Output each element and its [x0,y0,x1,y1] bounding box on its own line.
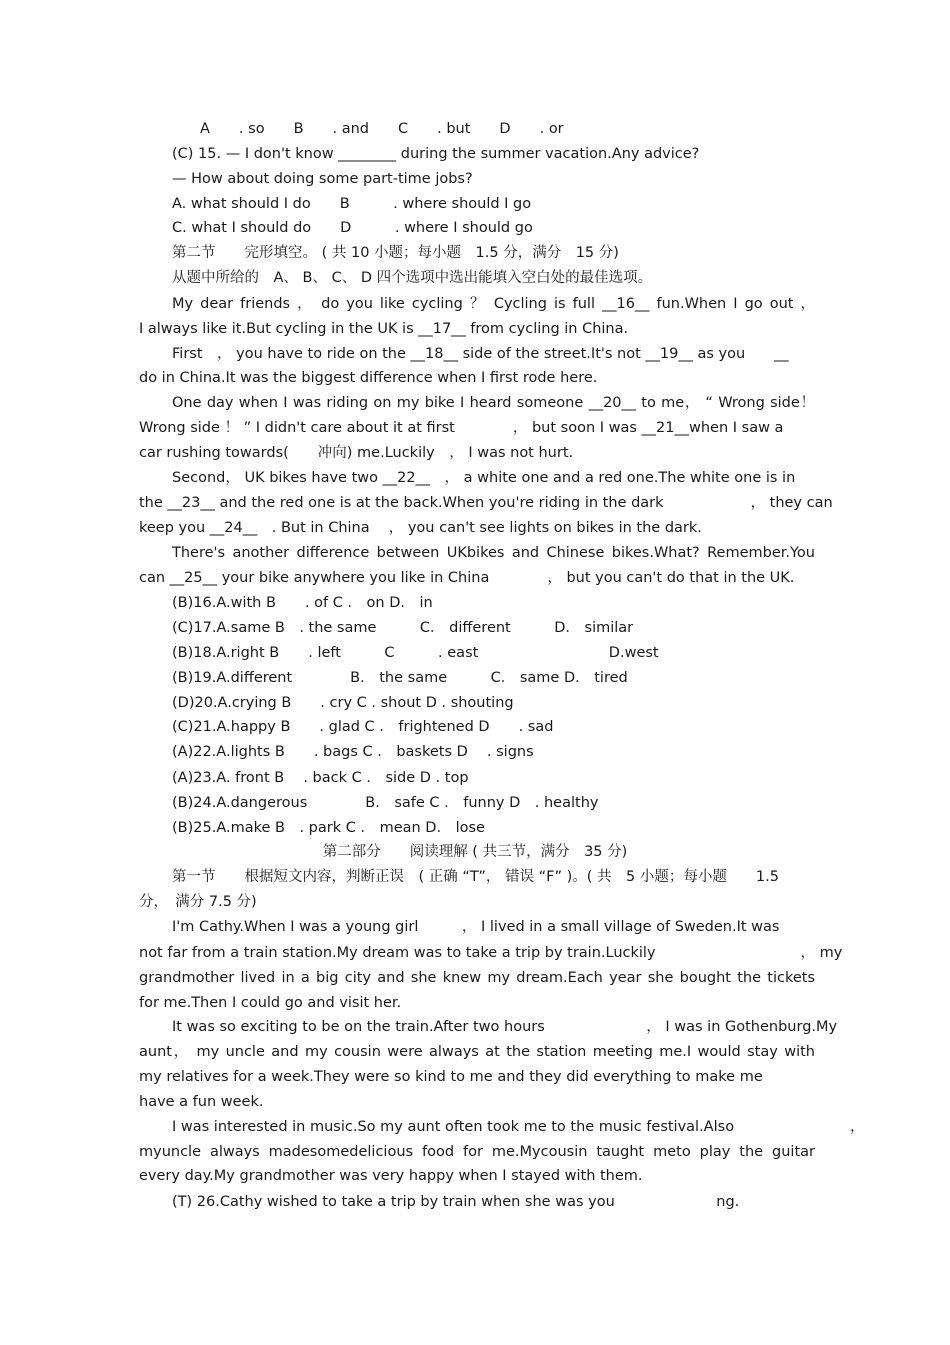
cloze-passage-line: do in China.It was the biggest difference when I first rode here. [139,370,598,386]
cloze-passage-line: First ， you have to ride on the __18__ side of the street.It's not __19__ as you __ [172,346,789,362]
cloze-passage-line: There's another difference between UKbikes and Chinese bikes.What? Remember.You [172,545,815,561]
reading-passage-line: have a fun week. [139,1094,264,1110]
reading-passage-line: my relatives for a week.They were so kind to me and they did everything to make me [139,1069,763,1085]
cloze-passage-line: car rushing towards( 冲向) me.Luckily ， I was not hurt. [139,445,574,461]
section2-instruction: 从题中所给的 A、 B、 C、 D 四个选项中选出能填入空白处的最佳选项。 [172,270,653,286]
reading-passage-line: grandmother lived in a big city and she knew my dream.Each year she bought the tickets [139,970,815,986]
cloze-answer-20: (D)20.A.crying B . cry C . shout D . shouting [172,695,514,711]
reading-passage-line: not far from a train station.My dream was to take a trip by train.Luckily ， my [139,945,843,961]
cloze-answer-22: (A)22.A.lights B . bags C ． baskets D . signs [172,744,534,760]
cloze-passage-line: Wrong side ！ ” I didn't care about it at first ， but soon I was __21__when I saw a [139,420,784,436]
reading-passage-line: I was interested in music.So my aunt often took me to the music festival.Also ， [172,1119,865,1135]
reading-passage-line: every day.My grandmother was very happy when I stayed with them. [139,1168,643,1184]
cloze-passage-line: the __23__ and the red one is at the back.When you're riding in the dark ， they can [139,495,833,511]
cloze-answer-23: (A)23.A. front B . back C ． side D . top [172,770,469,786]
reading-passage-line: It was so exciting to be on the train.After two hours ， I was in Gothenburg.My [172,1019,838,1035]
cloze-passage-line: keep you __24__ . But in China ， you can't see lights on bikes in the dark. [139,520,702,536]
reading-passage-line: aunt， my uncle and my cousin were always at the station meeting me.I would stay with [139,1044,815,1060]
section2-heading: 第二节 完形填空。 ( 共 10 小题；每小题 1.5 分，满分 15 分) [172,245,619,261]
cloze-passage-line: My dear friends ， do you like cycling ？ Cycling is full __16__ fun.When I go out ， [172,296,815,312]
cloze-answer-25: (B)25.A.make B . park C ． mean D． lose [172,820,485,836]
reading-passage-line: myuncle always madesomedelicious food for me.Mycousin taught meto play the guitar [139,1144,815,1160]
cloze-answer-18: (B)18.A.right B . left C . east D.west [172,645,659,661]
cloze-passage-line: can __25__ your bike anywhere you like in China ， but you can't do that in the UK. [139,570,795,586]
cloze-passage-line: Second， UK bikes have two __22__ ， a white one and a red one.The white one is in [172,470,796,486]
part2-heading: 第二部分 阅读理解 ( 共三节，满分 35 分) [322,844,628,860]
cloze-passage-line: I always like it.But cycling in the UK is __17__ from cycling in China. [139,321,629,337]
question-26: (T) 26.Cathy wished to take a trip by train when she was you ng. [172,1194,740,1210]
cloze-answer-17: (C)17.A.same B . the same C． different D． similar [172,620,634,636]
reading-passage-line: for me.Then I could go and visit her. [139,995,402,1011]
cloze-answer-16: (B)16.A.with B . of C ． on D． in [172,595,433,611]
q14-options: A . so B . and C . but D . or [200,121,564,137]
cloze-answer-19: (B)19.A.different B． the same C． same D． tired [172,670,628,686]
cloze-answer-21: (C)21.A.happy B . glad C ． frightened D . sad [172,719,554,735]
reading-passage-line: I'm Cathy.When I was a young girl ， I lived in a small village of Sweden.It was [172,919,780,935]
q15-stem: (C) 15. — I don't know ________ during the summer vacation.Any advice? [172,146,700,162]
reading-section1-heading: 第一节 根据短文内容，判断正误 ( 正确 “T”， 错误 “F” )。( 共 5 小题；每小题 1.5 [172,869,779,885]
reading-section1-score: 分， 满分 7.5 分) [139,894,257,910]
q15-options-cd: C. what I should do D . where I should go [172,220,533,236]
cloze-answer-24: (B)24.A.dangerous B． safe C ． funny D . healthy [172,795,599,811]
q15-reply: — How about doing some part-time jobs? [172,171,473,187]
cloze-passage-line: One day when I was riding on my bike I heard someone __20__ to me， “ Wrong side！ [172,395,815,411]
q15-options-ab: A. what should I do B . where should I go [172,196,532,212]
